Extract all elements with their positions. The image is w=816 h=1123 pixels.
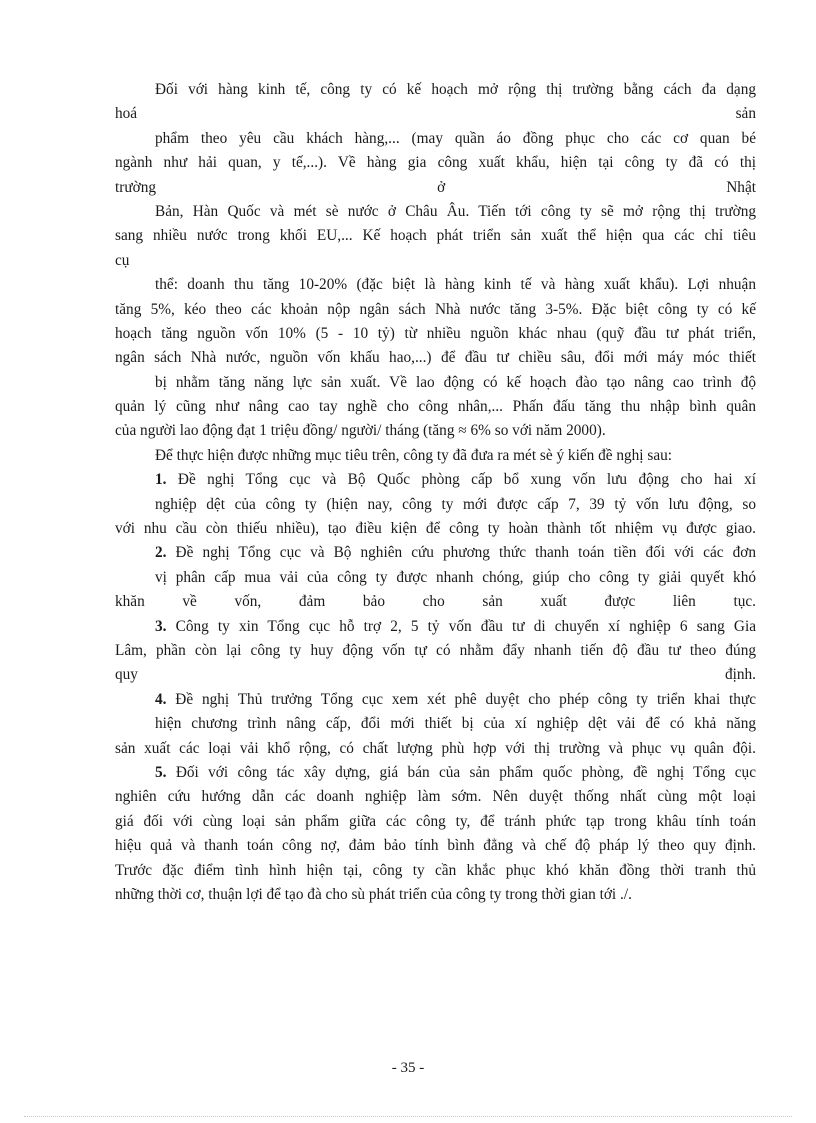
text-line	[115, 566, 756, 590]
text-line	[115, 200, 756, 224]
text-line	[115, 517, 756, 541]
line-text: những thời cơ, thuận lợi để tạo đà cho sù phát triển của công ty trong thời gian tới ./.	[115, 885, 632, 903]
text-line	[115, 78, 756, 102]
line-text: Công ty xin Tổng cục hỗ trợ 2, 5 tỷ vốn đầu tư di chuyển xí nghiệp 6 sang Gia	[166, 617, 756, 635]
line-text: Đề nghị Tổng cục và Bộ Quốc phòng cấp bổ xung vốn lưu động cho hai xí	[166, 471, 756, 489]
text-line	[115, 712, 756, 736]
line-text: Đối với hàng kinh tế, công ty có kế hoạch mở rộng thị trường bằng cách đa dạng	[155, 81, 756, 98]
text-line	[115, 273, 756, 297]
page-bottom-rule	[24, 1116, 792, 1117]
text-line	[115, 322, 756, 346]
text-line	[115, 419, 756, 443]
line-text: vị phân cấp mua vải của công ty được nhanh chóng, giúp cho công ty giải quyết khó	[155, 568, 756, 586]
line-text: của người lao động đạt 1 triệu đồng/ người/ tháng (tăng ≈ 6% so với năm 2000).	[115, 422, 606, 440]
line-text: ngân sách Nhà nước, nguồn vốn khấu hao,...) để đầu tư chiều sâu, đổi mới máy móc thiết	[115, 349, 756, 367]
text-line	[115, 810, 756, 834]
line-text: hoá sản	[115, 105, 756, 123]
line-text: sản xuất các loại vải khổ rộng, có chất lượng phù hợp với thị trường và phục vụ quân đội.	[115, 739, 756, 757]
list-number: 2.	[155, 544, 167, 562]
line-text: hoạch tăng nguồn vốn 10% (5 - 10 tỷ) từ nhiều nguồn khác nhau (quỹ đầu tư phát triển,	[115, 324, 756, 342]
text-line	[115, 468, 756, 492]
list-number: 3.	[155, 617, 167, 635]
line-text: Đề nghị Tổng cục và Bộ nghiên cứu phương thức thanh toán tiền đối với các đơn	[166, 544, 756, 562]
text-line	[115, 493, 756, 517]
text-line	[115, 639, 756, 663]
text-line	[115, 346, 756, 370]
line-text: sang nhiều nước trong khối EU,... Kế hoạch phát triển sản xuất thể hiện qua các chỉ tiêu	[115, 227, 756, 245]
document-body	[115, 78, 756, 907]
text-line	[115, 249, 756, 273]
text-line	[115, 224, 756, 248]
list-number: 5.	[155, 763, 167, 781]
text-line	[115, 785, 756, 809]
line-text: quy định.	[115, 666, 756, 684]
line-text: quản lý cũng như nâng cao tay nghề cho công nhân,... Phấn đấu tăng thu nhập bình quân	[115, 398, 756, 416]
text-line	[115, 663, 756, 687]
line-text: nghiên cứu hướng dẫn các doanh nghiệp làm sớm. Nên duyệt thống nhất cùng một loại	[115, 788, 756, 806]
line-text: Đối với công tác xây dựng, giá bán của sản phẩm quốc phòng, đề nghị Tổng cục	[166, 763, 756, 781]
line-text: Lâm, phần còn lại công ty huy động vốn tự có nhằm đẩy nhanh tiến độ đầu tư theo đúng	[115, 641, 756, 659]
line-text: cụ	[115, 251, 130, 269]
text-line	[115, 151, 756, 175]
text-line	[115, 371, 756, 395]
text-line	[115, 590, 756, 614]
line-text: nghiệp dệt của công ty (hiện nay, công ty mới được cấp 7, 39 tỷ vốn lưu động, so	[155, 495, 756, 513]
text-line	[115, 444, 756, 468]
text-line	[115, 615, 756, 639]
text-line	[115, 395, 756, 419]
line-text: Để thực hiện được những mục tiêu trên, công ty đã đưa ra mét sè ý kiến đề nghị sau:	[155, 446, 673, 464]
line-text: hiệu quả và thanh toán công nợ, đảm bảo tính bình đẳng và chế độ pháp lý theo quy định.	[115, 837, 756, 855]
line-text: Bản, Hàn Quốc và mét sè nước ở Châu Âu. Tiến tới công ty sẽ mở rộng thị trường	[155, 202, 756, 220]
text-line	[115, 737, 756, 761]
text-line	[115, 883, 756, 907]
line-text: bị nhằm tăng năng lực sản xuất. Về lao động có kế hoạch đào tạo nâng cao trình độ	[155, 373, 756, 391]
list-number: 1.	[155, 471, 167, 489]
line-text: ngành như hải quan, y tế,...). Về hàng gia công xuất khẩu, hiện tại công ty đã có thị	[115, 154, 756, 172]
text-line	[115, 541, 756, 565]
line-text: tăng 5%, kéo theo các khoản nộp ngân sách Nhà nước tăng 3-5%. Đặc biệt công ty có kế	[115, 300, 756, 318]
page-number: - 35 -	[391, 1060, 425, 1076]
line-text: phẩm theo yêu cầu khách hàng,... (may quần áo đồng phục cho các cơ quan bé	[155, 129, 756, 147]
text-line	[115, 688, 756, 712]
text-line	[115, 102, 756, 126]
text-line	[115, 859, 756, 883]
line-text: khăn về vốn, đảm bảo cho sản xuất được liên tục.	[115, 593, 756, 611]
text-line	[115, 834, 756, 858]
line-text: Đề nghị Thủ trưởng Tổng cục xem xét phê duyệt cho phép công ty triển khai thực	[166, 690, 756, 708]
line-text: giá đối với cùng loại sản phẩm giữa các công ty, để tránh phức tạp trong khâu tính toán	[115, 812, 756, 830]
line-text: thể: doanh thu tăng 10-20% (đặc biệt là hàng kinh tế và hàng xuất khẩu). Lợi nhuận	[155, 276, 756, 294]
line-text: với nhu cầu còn thiếu nhiều), tạo điều kiện để công ty hoàn thành tốt nhiệm vụ được giao.	[115, 520, 756, 538]
line-text: hiện chương trình nâng cấp, đổi mới thiết bị của xí nghiệp dệt vải để có khả năng	[155, 715, 756, 733]
text-line	[115, 127, 756, 151]
list-number: 4.	[155, 690, 167, 708]
line-text: trường ở Nhật	[115, 178, 756, 196]
text-line	[115, 761, 756, 785]
text-line	[115, 298, 756, 322]
line-text: Trước đặc điểm tình hình hiện tại, công ty cần khắc phục khó khăn đồng thời tranh thủ	[115, 861, 756, 879]
text-line	[115, 176, 756, 200]
